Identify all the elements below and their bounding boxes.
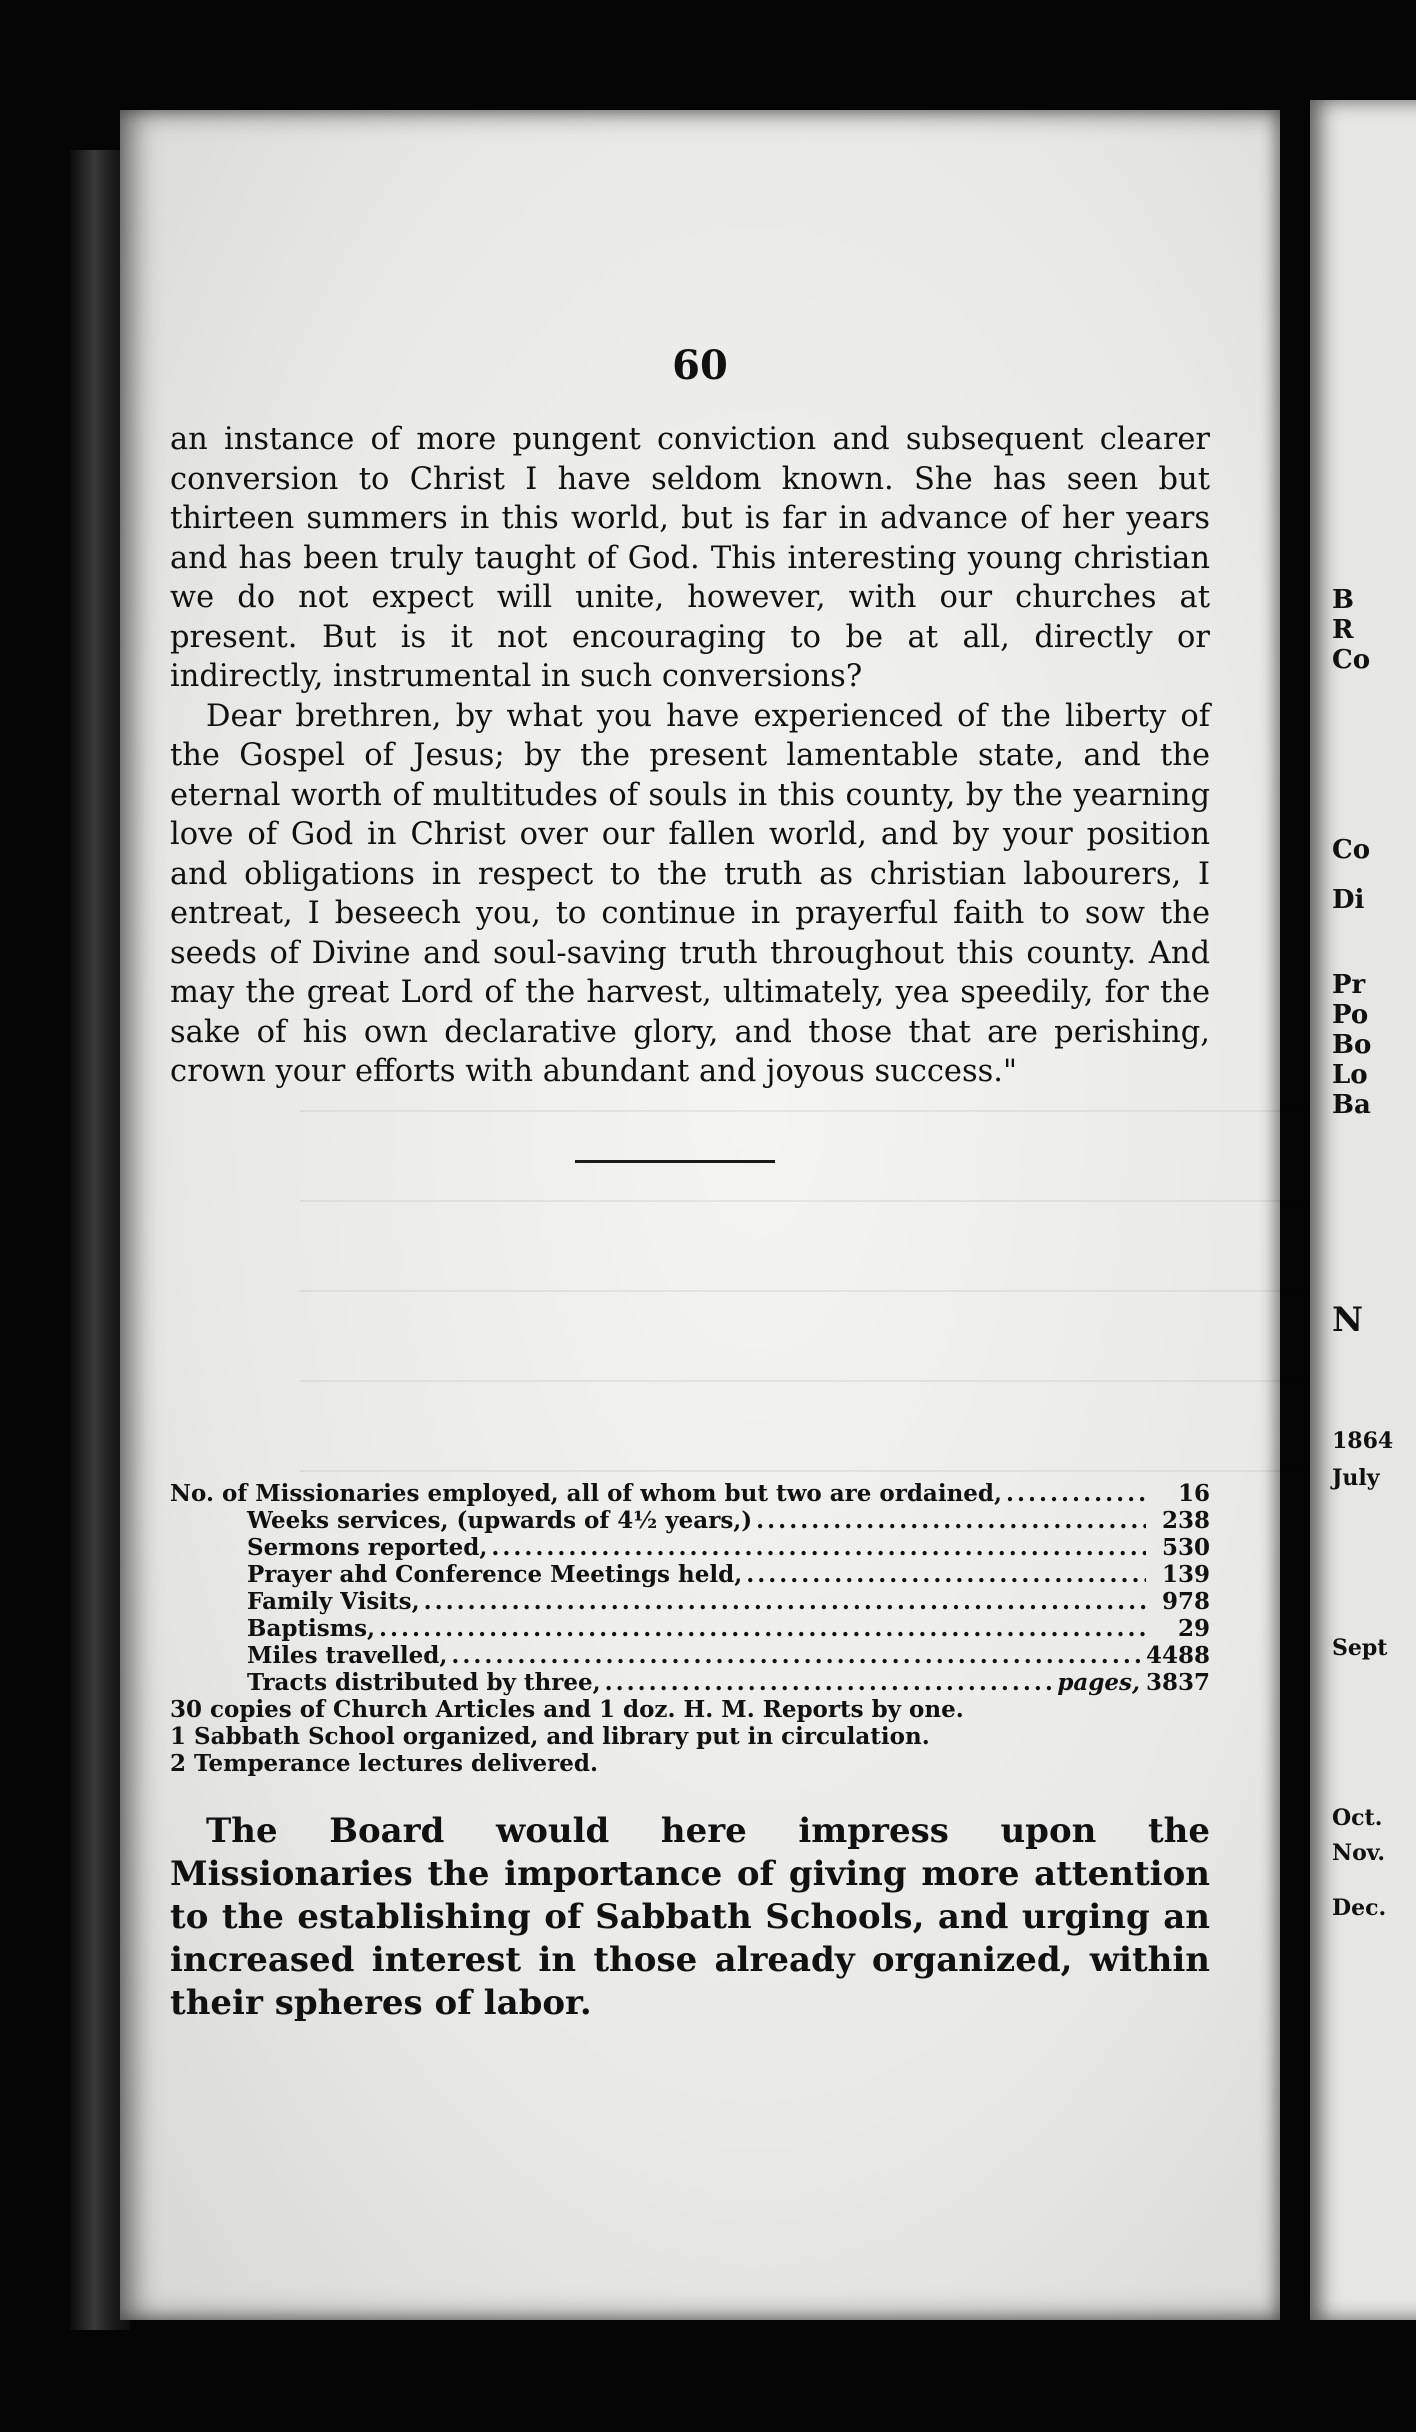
- adjacent-fragment: Dec.: [1332, 1895, 1387, 1921]
- adjacent-page: [1310, 100, 1416, 2320]
- adjacent-fragment: Po: [1332, 1000, 1369, 1030]
- stat-note-articles: 30 copies of Church Articles and 1 doz. H. M. Reports by one.: [170, 1696, 964, 1723]
- stat-row-sermons: Sermons reported, ..... 530: [170, 1534, 1210, 1561]
- page-number: 60: [672, 342, 728, 389]
- adjacent-fragment: N: [1332, 1300, 1364, 1340]
- adjacent-fragment: Co: [1332, 835, 1371, 865]
- adjacent-fragment: Co: [1332, 645, 1371, 675]
- stat-row-meetings: Prayer ahd Conference Meetings held, ..... 139: [170, 1561, 1210, 1588]
- bleed-through-line: [300, 1380, 1320, 1382]
- adjacent-fragment: Lo: [1332, 1060, 1368, 1090]
- adjacent-fragment: Ba: [1332, 1090, 1371, 1120]
- stat-row-missionaries: No. of Missionaries employed, all of whom but two are ordained, ..... 16: [170, 1480, 1210, 1507]
- stat-row-tracts: Tracts distributed by three, ..... pages, 3837: [170, 1669, 1210, 1696]
- adjacent-fragment: R: [1332, 615, 1354, 645]
- adjacent-fragment: 1864: [1332, 1428, 1394, 1454]
- leader-dots: [1006, 1480, 1146, 1507]
- leader-dots: [756, 1507, 1146, 1534]
- leader-dots: [605, 1669, 1054, 1696]
- body-text: [170, 420, 1210, 1092]
- adjacent-fragment: Pr: [1332, 970, 1366, 1000]
- adjacent-fragment: Oct.: [1332, 1805, 1383, 1831]
- stat-row-miles: Miles travelled, ..... 4488: [170, 1642, 1210, 1669]
- bleed-through-line: [300, 1470, 1320, 1472]
- stat-row-weeks: Weeks services, (upwards of 4½ years,) ..... 238: [170, 1507, 1210, 1534]
- book-page: [120, 110, 1280, 2320]
- leader-dots: [379, 1615, 1146, 1642]
- stat-row-family-visits: Family Visits, ..... 978: [170, 1588, 1210, 1615]
- stat-note-temperance: 2 Temperance lectures delivered.: [170, 1750, 599, 1777]
- stat-note-sabbath-school: 1 Sabbath School organized, and library put in circulation.: [170, 1723, 930, 1750]
- bleed-through-line: [300, 1200, 1320, 1202]
- adjacent-fragment: Nov.: [1332, 1840, 1386, 1866]
- adjacent-fragment: July: [1332, 1465, 1380, 1491]
- bleed-through-line: [300, 1290, 1320, 1292]
- adjacent-fragment: B: [1332, 585, 1354, 615]
- adjacent-fragment: Di: [1332, 885, 1365, 915]
- adjacent-fragment: Bo: [1332, 1030, 1372, 1060]
- section-divider: [575, 1160, 775, 1163]
- statistics-table: [170, 1480, 1210, 1777]
- adjacent-fragment: Sept: [1332, 1635, 1388, 1661]
- board-appeal: The Board would here impress upon the Missionaries the importance of giving more attention to the establishing of Sabbath Schools, and urging an increased interest in those already organized, within their spheres of labor.: [170, 1811, 1210, 2023]
- bleed-through-line: [300, 1110, 1320, 1112]
- leader-dots: [424, 1588, 1146, 1615]
- paragraph-conversion: an instance of more pungent conviction and subsequent clearer conversion to Christ I have seldom known. She has seen but thirteen summers in this world, but is far in advance of her years and has been truly taught of God. This interesting young christian we do not expect will unite, however, with our churches at present. But is it not encouraging to be at all, directly or indirectly, instrumental in such conversions?: [170, 422, 1210, 694]
- leader-dots: [746, 1561, 1146, 1588]
- paragraph-entreaty: Dear brethren, by what you have experienced of the liberty of the Gospel of Jesus; by the present lamentable state, and the eternal worth of multitudes of souls in this county, by the yearning love of God in Christ over our fallen world, and by your position and obligations in respect to the truth as christian labourers, I entreat, I beseech you, to continue in prayerful faith to sow the seeds of Divine and soul-saving truth throughout this county. And may the great Lord of the harvest, ultimately, yea speedily, for the sake of his own declarative glory, and those that are perishing, crown your efforts with abundant and joyous success.": [170, 698, 1210, 1089]
- leader-dots: [491, 1534, 1146, 1561]
- stat-row-baptisms: Baptisms, ..... 29: [170, 1615, 1210, 1642]
- leader-dots: [451, 1642, 1142, 1669]
